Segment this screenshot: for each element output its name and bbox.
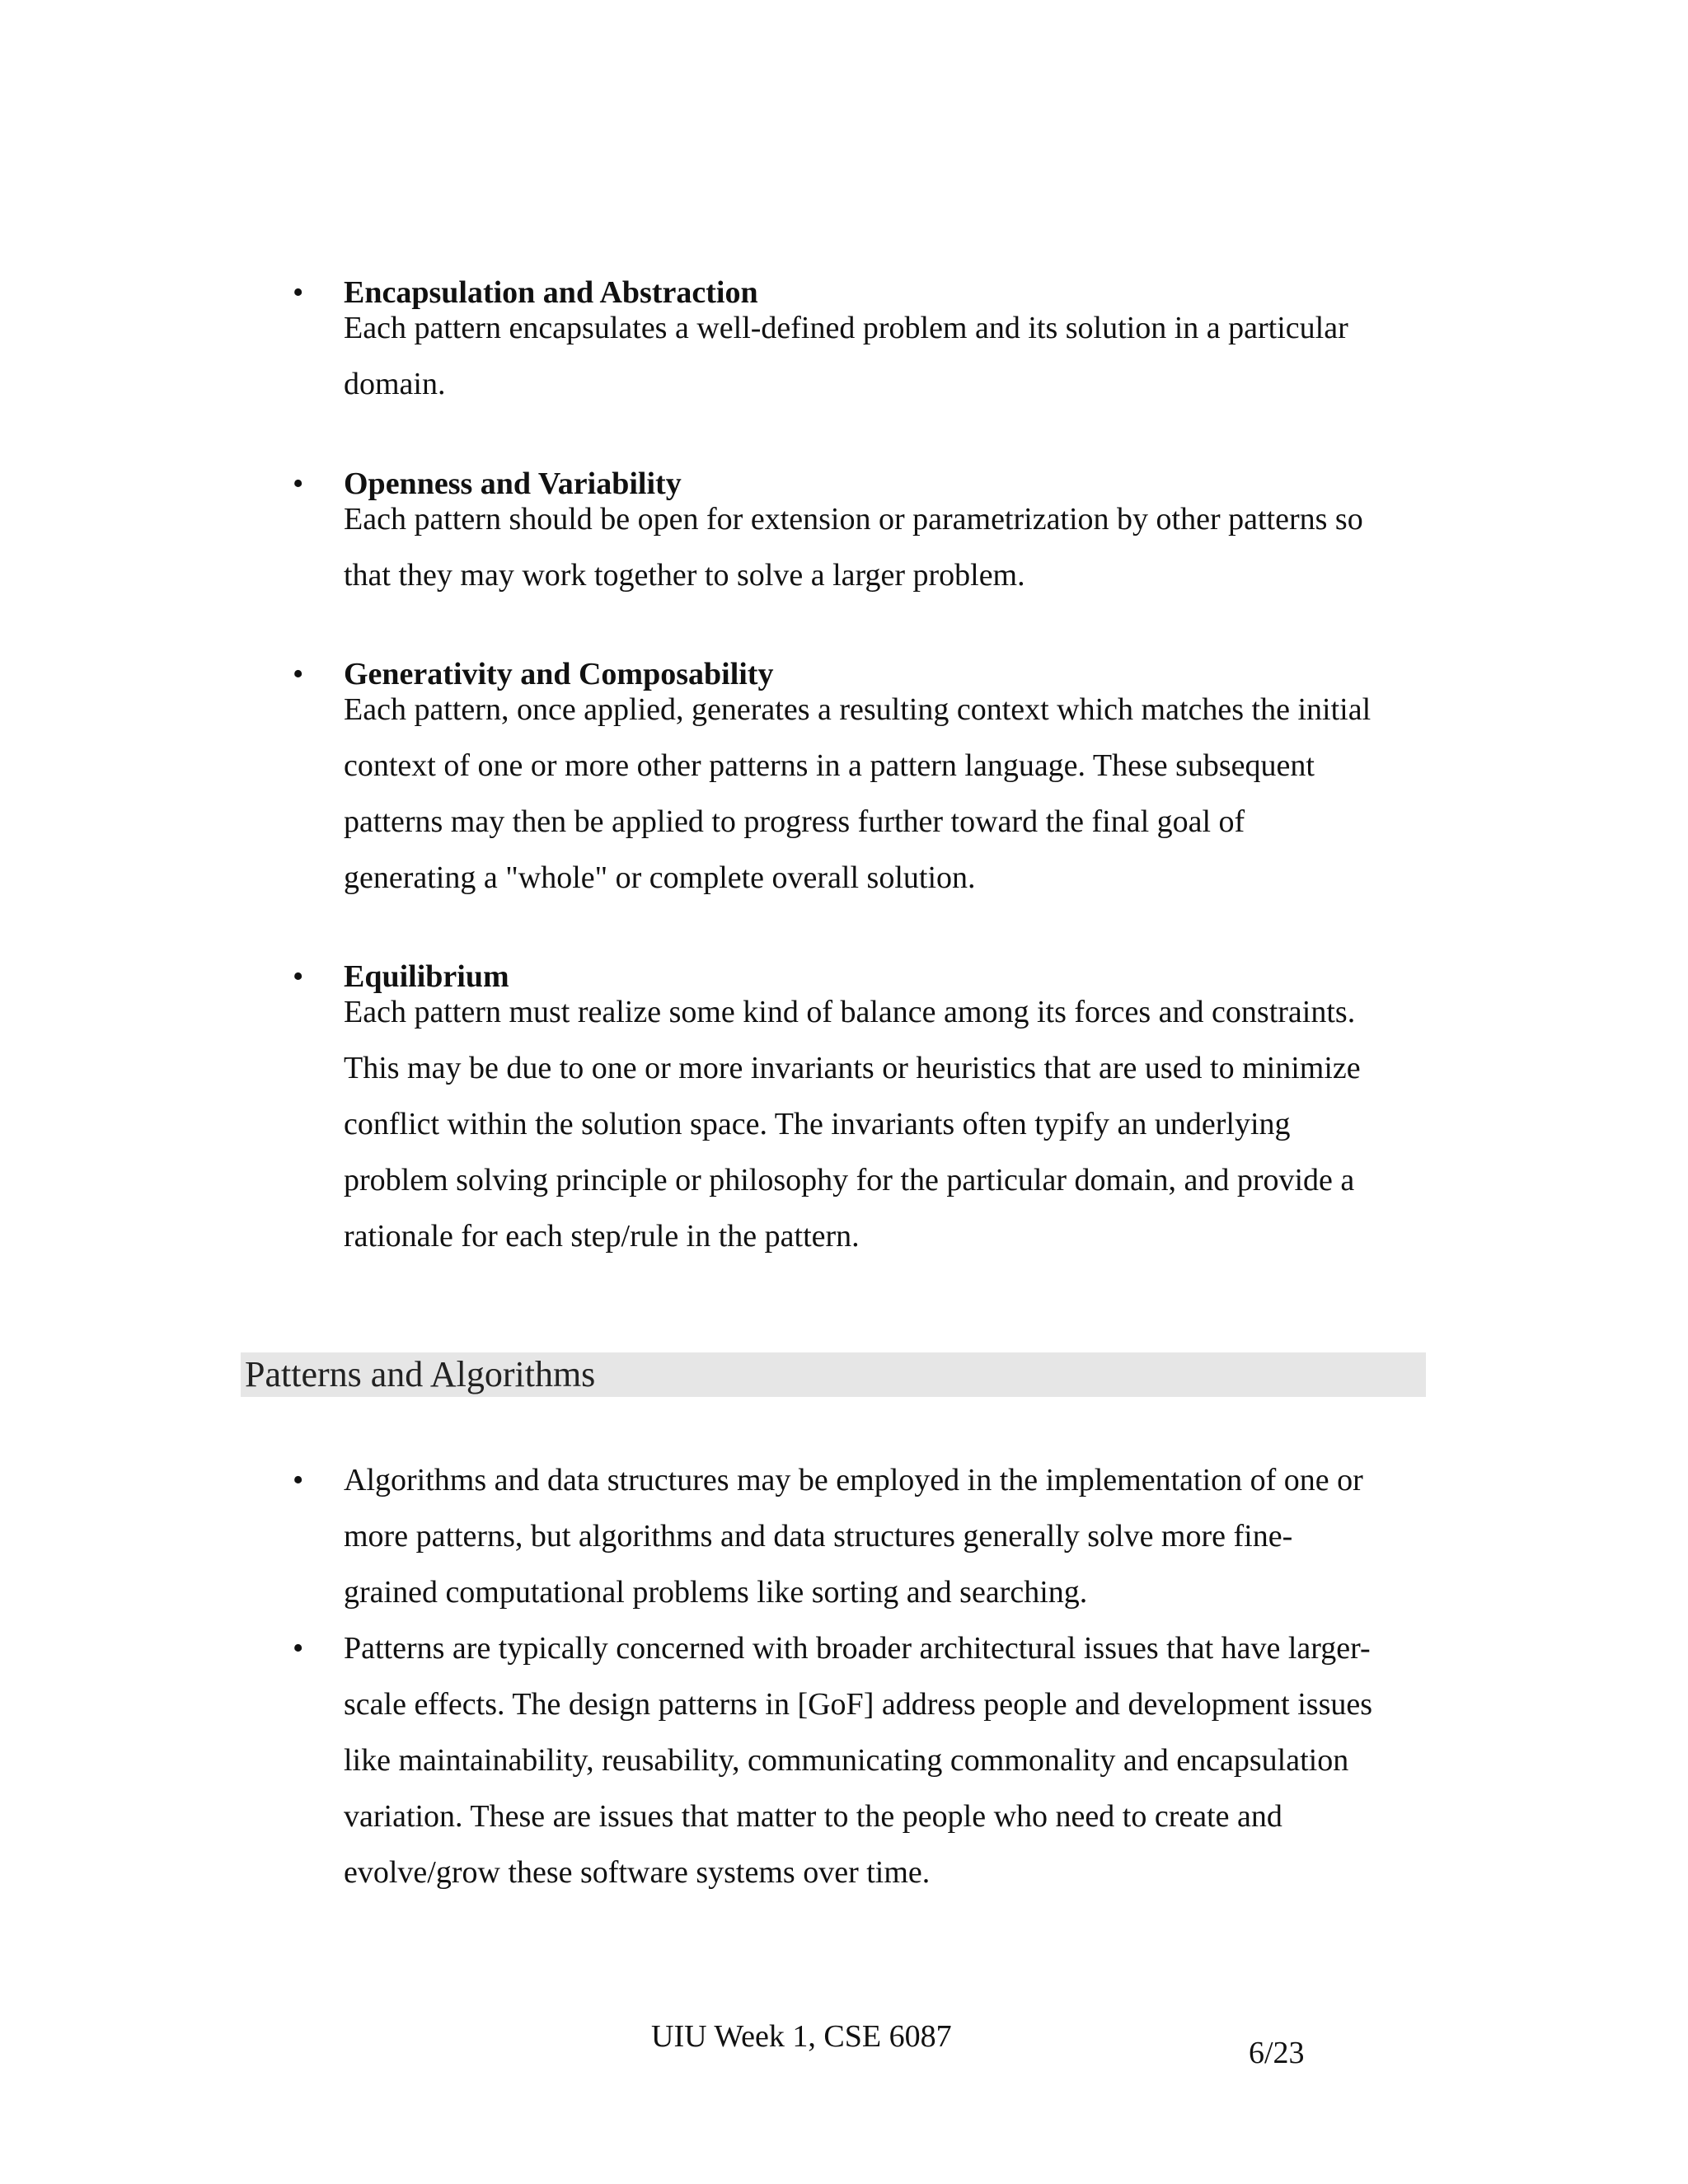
text-line: Each pattern, once applied, generates a resulting context which matches the initial xyxy=(344,692,1372,727)
text-line: generating a "whole" or complete overall solution. xyxy=(344,860,976,895)
text-line: This may be due to one or more invariants or heuristics that are used to minimize xyxy=(344,1051,1361,1085)
section-bullet-text xyxy=(344,1620,1481,1900)
text-line: Each pattern must realize some kind of balance among its forces and constraints. xyxy=(344,995,1356,1029)
bullet-icon: • xyxy=(293,275,304,310)
page-number: 6/23 xyxy=(1249,2036,1305,2070)
text-line: variation. These are issues that matter to the people who need to create and xyxy=(344,1799,1282,1834)
bullet-icon: • xyxy=(293,657,304,691)
bullet-icon: • xyxy=(293,466,304,501)
text-line: patterns may then be applied to progress further toward the final goal of xyxy=(344,804,1245,839)
text-line: Each pattern encapsulates a well-defined problem and its solution in a particular xyxy=(344,311,1348,345)
text-line: Patterns are typically concerned with broader architectural issues that have larger- xyxy=(344,1631,1371,1666)
principle-description xyxy=(344,491,1481,603)
principle-title: Equilibrium xyxy=(344,959,509,994)
text-line: scale effects. The design patterns in [GoF] address people and development issues xyxy=(344,1687,1373,1722)
principle-description xyxy=(344,300,1481,412)
footer-course-label: UIU Week 1, CSE 6087 xyxy=(651,2019,952,2054)
principle-title: Generativity and Composability xyxy=(344,657,774,691)
text-line: conflict within the solution space. The invariants often typify an underlying xyxy=(344,1107,1291,1141)
principle-title: Encapsulation and Abstraction xyxy=(344,275,758,310)
text-line: more patterns, but algorithms and data structures generally solve more fine- xyxy=(344,1519,1293,1554)
text-line: grained computational problems like sorting and searching. xyxy=(344,1575,1088,1610)
section-bullet-text xyxy=(344,1452,1481,1620)
bullet-icon: • xyxy=(293,959,304,994)
section-heading: Patterns and Algorithms xyxy=(245,1354,596,1394)
principle-title: Openness and Variability xyxy=(344,466,682,501)
bullet-icon: • xyxy=(293,1631,304,1666)
bullet-icon: • xyxy=(293,1463,304,1497)
text-line: that they may work together to solve a larger problem. xyxy=(344,558,1025,593)
text-line: context of one or more other patterns in a pattern language. These subsequent xyxy=(344,748,1315,783)
text-line: domain. xyxy=(344,367,446,401)
text-line: rationale for each step/rule in the pattern. xyxy=(344,1219,860,1254)
text-line: problem solving principle or philosophy for the particular domain, and provide a xyxy=(344,1163,1355,1197)
text-line: Each pattern should be open for extension or parametrization by other patterns so xyxy=(344,502,1363,537)
text-line: Algorithms and data structures may be employed in the implementation of one or xyxy=(344,1463,1363,1497)
text-line: like maintainability, reusability, communicating commonality and encapsulation xyxy=(344,1743,1349,1778)
text-line: evolve/grow these software systems over time. xyxy=(344,1855,931,1890)
principle-description xyxy=(344,682,1481,906)
principle-description xyxy=(344,984,1481,1264)
